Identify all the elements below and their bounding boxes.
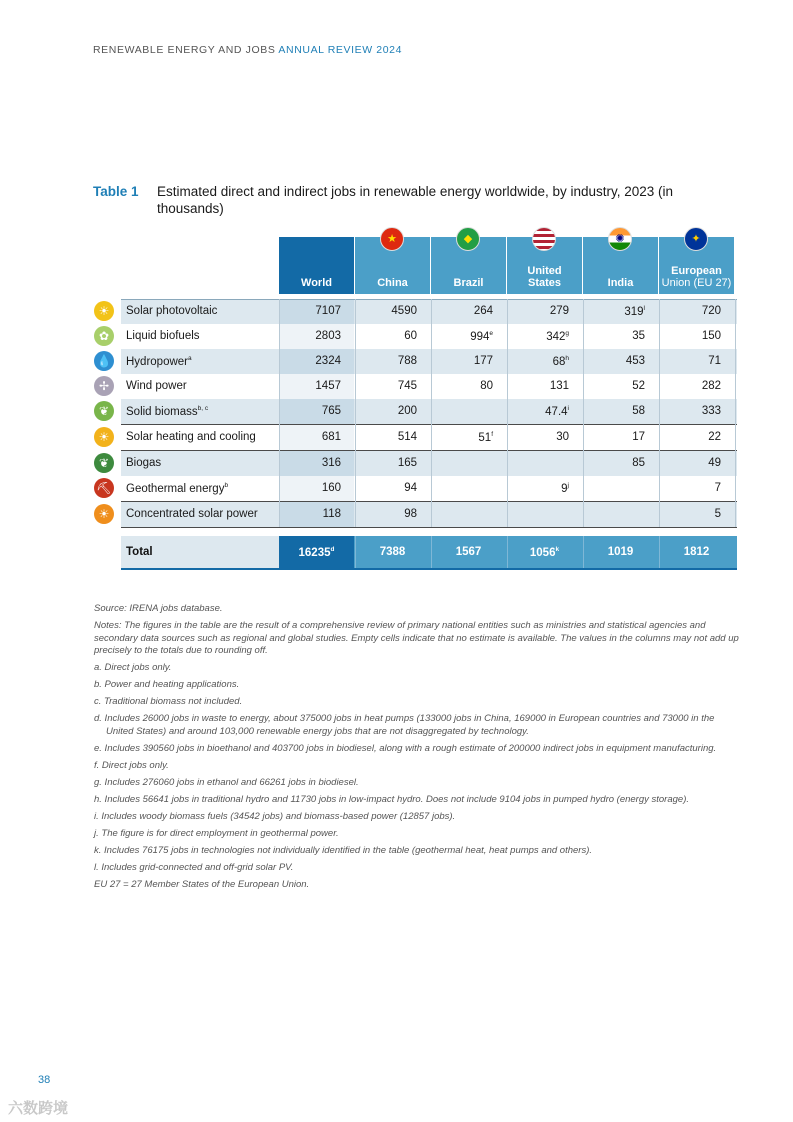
- column-subname: Union (EU 27): [661, 277, 732, 289]
- table-row: [121, 451, 737, 476]
- row-label: Solid biomass$^{b, c}$: [126, 405, 209, 418]
- table-row: [121, 349, 737, 374]
- table-cell: 282: [701, 380, 721, 392]
- footnote: l. Includes grid-connected and off-grid solar PV.: [94, 861, 294, 873]
- table-cell: 745: [397, 380, 417, 392]
- column-name: Brazil: [453, 277, 484, 289]
- table-cell: 316: [321, 457, 341, 469]
- table-cell: 720: [701, 305, 721, 317]
- total-cell: 7388: [379, 546, 406, 558]
- table-cell: 85: [632, 457, 645, 469]
- table-cell: 35: [632, 330, 645, 342]
- table-cell: 58: [632, 405, 645, 417]
- table-cell: 160: [321, 482, 341, 494]
- page-number: 38: [38, 1074, 51, 1086]
- row-label: Wind power: [126, 380, 187, 392]
- table-cell: 7: [714, 482, 721, 494]
- table-cell: 118: [322, 508, 341, 520]
- table-cell: 52: [632, 380, 645, 392]
- eu-note: EU 27 = 27 Member States of the European Union.: [94, 878, 310, 890]
- table-cell: 71: [708, 355, 721, 367]
- column-divider: [659, 299, 660, 527]
- total-row: [121, 536, 737, 568]
- footnote: i. Includes woody biomass fuels (34542 jobs) and biomass-based power (12857 jobs).: [94, 810, 456, 822]
- total-underline: [121, 568, 737, 570]
- hydropower-icon: 💧: [94, 351, 114, 371]
- total-cell: 1567: [455, 546, 482, 558]
- table-row: [121, 476, 737, 501]
- table-row: [121, 299, 737, 324]
- footnote: k. Includes 76175 jobs in technologies not individually identified in the table (geothermal heat, heat pumps and others).: [94, 844, 593, 856]
- geothermal-icon: ⛏: [94, 478, 114, 498]
- table-cell: 1457: [315, 380, 341, 392]
- table-cell: 131: [549, 380, 569, 392]
- row-label: Hydropower$^a$: [126, 355, 192, 368]
- table-cell: 68$^h$: [552, 355, 569, 368]
- table-cell: 264: [473, 305, 493, 317]
- table-cell: 5: [714, 508, 721, 520]
- table-row: [121, 502, 737, 527]
- row-label: Liquid biofuels: [126, 330, 200, 342]
- column-header-2: [431, 233, 506, 294]
- wind-power-icon: ✢: [94, 376, 114, 396]
- table-cell: 453: [625, 355, 645, 367]
- row-label: Concentrated solar power: [126, 508, 258, 520]
- solid-biomass-icon: ❦: [94, 401, 114, 421]
- column-header-4: [583, 233, 658, 294]
- table-cell: 342$^g$: [546, 330, 569, 343]
- column-divider: [507, 299, 508, 527]
- header-accent: ANNUAL REVIEW 2024: [278, 44, 403, 56]
- header-prefix: RENEWABLE ENERGY AND JOBS: [93, 44, 276, 56]
- main-note: Notes: The figures in the table are the result of a comprehensive review of primary national entities such as ministries and statistical agencies and secondary data sources such as regional and global studies. Empty cells indicate that no estimate is available. The values in the columns may not add up precisely to the totals due to rounding off.: [94, 620, 739, 656]
- table-cell: 200: [397, 405, 417, 417]
- table-row: [121, 374, 737, 399]
- footnote: f. Direct jobs only.: [94, 759, 169, 771]
- table-title: [93, 183, 733, 216]
- footnote: d. Includes 26000 jobs in waste to energy, about 375000 jobs in heat pumps (133000 jobs in China, 169000 in European countries and 73000 in the United States) and around 103,000 renewable energy jobs that are not disaggregated by technology.: [94, 713, 715, 737]
- column-name: World: [301, 277, 332, 289]
- china-flag-icon: ★: [380, 227, 404, 251]
- table-cell: 2324: [315, 355, 341, 367]
- table-cell: 994e: [470, 330, 493, 343]
- column-header-1: [355, 233, 430, 294]
- biogas-icon: ❦: [94, 453, 114, 473]
- row-label: Geothermal energy$^b$: [126, 482, 229, 495]
- brazil-flag-icon: ◆: [456, 227, 480, 251]
- table-cell: 60: [404, 330, 417, 342]
- column-divider: [279, 299, 280, 527]
- table-cell: 788: [397, 355, 417, 367]
- table-cell: 319$^l$: [624, 305, 645, 318]
- footnote: e. Includes 390560 jobs in bioethanol and 403700 jobs in biodiesel, along with a rough estimate of 200000 indirect jobs in equipment manufacturing.: [94, 742, 717, 754]
- total-label: Total: [126, 546, 153, 558]
- table-title-text: Estimated direct and indirect jobs in renewable energy worldwide, by industry, 2023 (in thousands): [157, 184, 674, 216]
- footnote: j. The figure is for direct employment in geothermal power.: [94, 827, 339, 839]
- table-cell: 9$^j$: [561, 482, 569, 495]
- csp-icon: ☀: [94, 504, 114, 524]
- table-cell: 2803: [315, 330, 341, 342]
- column-name: China: [377, 277, 408, 289]
- column-divider: [355, 299, 356, 527]
- total-cell: 1812: [683, 546, 710, 558]
- column-header-5: [659, 233, 734, 294]
- eu-flag-icon: ✦: [684, 227, 708, 251]
- footnote: b. Power and heating applications.: [94, 679, 240, 690]
- table-cell: 17: [632, 431, 645, 443]
- india-flag-icon: ✺: [608, 227, 632, 251]
- table-cell: 49: [708, 457, 721, 469]
- row-label: Solar heating and cooling: [126, 431, 256, 443]
- total-cell: 1056$^k$: [529, 546, 560, 559]
- row-divider: [121, 527, 737, 528]
- table-cell: 47.4$^i$: [545, 405, 569, 418]
- solar-heating-icon: ☀: [94, 427, 114, 447]
- table-row: [121, 324, 737, 349]
- table-cell: 681: [321, 431, 341, 443]
- column-name: India: [607, 277, 634, 289]
- table-cell: 177: [473, 355, 493, 367]
- table-cell: 22: [708, 431, 721, 443]
- table-cell: 514: [397, 431, 417, 443]
- row-label: Biogas: [126, 457, 162, 469]
- column-divider: [735, 299, 736, 527]
- column-divider: [431, 299, 432, 527]
- table-cell: 165: [397, 457, 417, 469]
- us-flag-icon: [532, 227, 556, 251]
- table-cell: 150: [701, 330, 721, 342]
- column-name: European: [671, 265, 722, 277]
- watermark-logo: 六数跨境: [8, 1100, 69, 1117]
- footnote: h. Includes 56641 jobs in traditional hydro and 11730 jobs in low-impact hydro. Does not include 9104 jobs in pumped hydro (energy storage).: [94, 793, 689, 805]
- total-cell: 1019: [607, 546, 634, 558]
- table-cell: 279: [549, 305, 569, 317]
- table-cell: 333: [701, 405, 721, 417]
- total-cell: 16235$^d$: [298, 546, 335, 559]
- column-name: United States: [527, 265, 562, 289]
- solar-pv-icon: ☀: [94, 301, 114, 321]
- source-note: Source: IRENA jobs database.: [94, 603, 223, 614]
- table-cell: 7107: [315, 305, 341, 317]
- table-cell: 94: [404, 482, 417, 494]
- table-row: [121, 425, 737, 450]
- running-header: [93, 44, 402, 56]
- table-cell: 80: [480, 380, 493, 392]
- column-divider: [583, 299, 584, 527]
- footnote: c. Traditional biomass not included.: [94, 696, 243, 707]
- footnotes: [94, 662, 739, 874]
- table-label: Table 1: [93, 184, 139, 199]
- column-header-3: [507, 237, 582, 294]
- table-cell: 4590: [391, 305, 417, 317]
- table-notes: [94, 603, 739, 896]
- table-cell: 98: [404, 508, 417, 520]
- column-header-0: [279, 237, 354, 294]
- table-cell: 51$^f$: [478, 431, 493, 444]
- table-row: [121, 399, 737, 424]
- row-label: Solar photovoltaic: [126, 305, 218, 317]
- footnote: g. Includes 276060 jobs in ethanol and 66261 jobs in biodiesel.: [94, 776, 359, 788]
- liquid-biofuels-icon: ✿: [94, 326, 114, 346]
- footnote: a. Direct jobs only.: [94, 662, 172, 673]
- table-cell: 30: [556, 431, 569, 443]
- table-cell: 765: [321, 405, 341, 417]
